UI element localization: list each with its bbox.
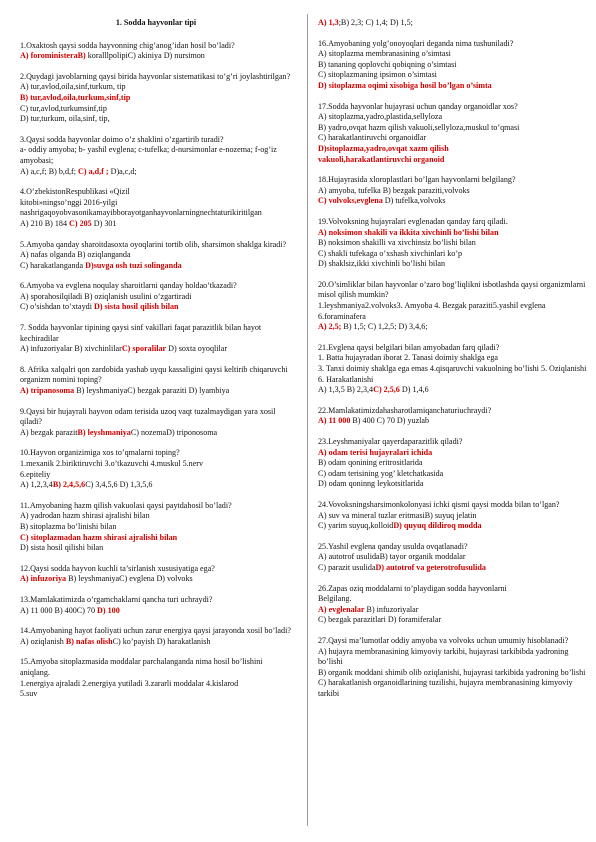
question-text: 20.O’simliklar bilan hayvonlar o’zaro bog’liqlikni isbotlashda qaysi organizmlarni misol qilish mumkin?: [318, 279, 586, 300]
answer-option: 1.energiya ajraladi 2.energiya yutiladi 3.zararli moddalar 4.kislarod: [20, 678, 239, 688]
correct-answer: C) 2,5,6: [373, 385, 400, 395]
answer-text: C) nozemaD) triponosoma: [130, 427, 218, 437]
answer-text: D) soxta oyoqlilar: [166, 344, 228, 354]
question-block: [20, 626, 292, 647]
question-block: [20, 135, 292, 177]
answer-text: A) 210 B) 184: [20, 218, 70, 228]
answer-text: A) 1,2,3,4: [20, 480, 53, 490]
question-block: [318, 175, 590, 207]
question-block: [20, 240, 292, 272]
column-divider: [307, 14, 308, 826]
answer-option: A) noksimon shakili va ikkita xivchinli bo’lishi bilan: [318, 227, 499, 237]
answer-text: A) bezgak parazit: [20, 427, 78, 437]
answer-option: vakuoli,harakatlantiruvchi organoid: [318, 154, 445, 164]
correct-answer: D) sista hosil qilish bilan: [93, 302, 179, 312]
answer-option: [20, 167, 292, 178]
answer-option: C) harakatlantiruvchi organoidlar: [318, 133, 427, 143]
answer-text: B) leyshmaniyaC) evglena D) volvoks: [66, 574, 193, 584]
answer-option: [20, 637, 292, 648]
question-block: [318, 406, 590, 427]
answer-option: [318, 563, 590, 574]
left-question-list: [20, 41, 292, 700]
question-text: 5.Amyoba qanday sharoitdasoxta oyoqlarini tortib olib, sharsimon shaklga kiradi?: [20, 239, 287, 249]
question-text: 16.Amyobaning yolg’onoyoqlari deganda nima tushuniladi?: [318, 38, 514, 48]
answer-option: [318, 605, 590, 616]
question-text: 9.Qaysi bir hujayrali hayvon odam terisida uzoq vaqt tuzalmaydigan yara xosil qiladi?: [20, 406, 276, 427]
question-block: [20, 72, 292, 125]
question-block: [318, 500, 590, 532]
answer-text: C) 3,4,5,6 D) 1,3,5,6: [85, 480, 153, 490]
correct-answer: A) 1,3: [318, 18, 339, 27]
answer-option: [20, 606, 292, 617]
answer-option: B) tur,avlod,oila,turkum,sinf,tip: [20, 92, 131, 102]
answer-text: C) o’sishdan to’xtaydi: [20, 302, 94, 312]
answer-option: A) sitoplazma membranasining o’simtasi: [318, 49, 451, 59]
answer-option: C) sitoplazmadan hazm shirasi ajralishi bilan: [20, 532, 178, 542]
answer-option: [318, 416, 590, 427]
question-block: [318, 343, 590, 396]
answer-option: D)sitoplazma,yadro,ovqat xazm qilish: [318, 143, 449, 153]
answer-option: A) suv va mineral tuzlar eritmasiB) suyuq jelatin: [318, 510, 477, 520]
answer-text: C) ko’payish D) harakatlanish: [112, 636, 211, 646]
question-text: 22.Mamlakatimizdahasharotlarniqanchaturiuchraydi?: [318, 405, 492, 415]
answer-option: [20, 219, 292, 230]
question-block: [318, 636, 590, 700]
answer-option: A) odam terisi hujayralari ichida: [318, 447, 433, 457]
question-text: 14.Amyobaning hayot faoliyati uchun zarur energiya qaysi jarayonda xosil bo’ladi?: [20, 626, 291, 636]
question-block: [20, 564, 292, 585]
answer-option: a- oddiy amyoba; b- yashil evglena; c-tufelka; d-nursimonlar e-nozema; f-og’iz amyobasi;: [20, 145, 277, 165]
question-text: 8. Afrika xalqalri qon zardobida yashab uyqu kassaligini qaysi keltirib chiqaruvchi organizm nomini toping?: [20, 364, 288, 385]
answer-option: D) sista hosil qilishi bilan: [20, 543, 104, 553]
answer-text: C) parazit usulida: [318, 562, 376, 572]
answer-text: D) 1,4,6: [399, 385, 429, 395]
question-block: [318, 542, 590, 574]
answer-option: C) harakatlanish organoidlarining tuzilishi, hujayra membranasining kimyoviy tarkibi: [318, 678, 573, 698]
answer-option: A) tur,avlod,oila,sinf,turkum, tip: [20, 82, 126, 92]
answer-option: C) tur,avlod,turkumsinf,tip: [20, 103, 107, 113]
answer-text: B) 1,5; C) 1,2,5; D) 3,4,6;: [341, 322, 428, 332]
answer-option: B) organik moddani shimib olib oziqlanishi, hujayrasi tarkibida yadroning bo’lishi: [318, 667, 586, 677]
answer-text: B) 400 C) 70 D) yuzlab: [350, 416, 430, 426]
answer-option: A) yadrodan hazm shirasi ajralishi bilan: [20, 511, 150, 521]
answer-option: [20, 428, 292, 439]
answer-text: C) yarim suyuq,kolloid: [318, 521, 394, 531]
answer-option: D) odam qoninng leykotsitlarida: [318, 479, 424, 489]
question-text: 10.Hayvon organizimiga xos to’qmalarni toping?: [20, 448, 180, 458]
answer-option: C) odam terisining yog’ kletchatkasida: [318, 468, 444, 478]
answer-text: B) leyshmaniyaC) bezgak paraziti D) lyambiya: [74, 386, 230, 396]
answer-text: A) 1,3,5 B) 2,3,4: [318, 385, 374, 395]
correct-answer: A) tripanosoma: [20, 386, 75, 396]
question-text: 1.Oxaktosh qaysi sodda hayvonning chig’anog’idan hosil bo’ladi?: [20, 40, 235, 50]
answer-option: [20, 344, 292, 355]
answer-option: [318, 385, 590, 396]
answer-option: 3. Tanxi doimiy shaklga ega emas 4.qisqaruvchi vakuolning bo’lishi 5. Oziqlanishi 6. Harakatlanishi: [318, 364, 587, 384]
question-block: [318, 39, 590, 92]
page-title: 1. Sodda hayvonlar tipi: [115, 18, 197, 27]
question-text: 18.Hujayrasida xloroplastlari bo’lgan hayvonlarni belgilang?: [318, 175, 516, 185]
answer-text: D) tufelka,volvoks: [382, 196, 446, 206]
answer-option: A) sitoplazma,yadro,plastida,sellyloza: [318, 112, 443, 122]
correct-answer: A) evglenalar: [318, 604, 365, 614]
correct-answer: C) a,d,f ;: [78, 166, 109, 176]
correct-answer: D) autotrof va geterotrofusulida: [375, 562, 486, 572]
correct-answer: D)suvga osh tuzi solinganda: [85, 260, 182, 270]
question-text: 19.Volvoksning hujayralari evglenadan qanday farq qiladi.: [318, 216, 508, 226]
answer-option: C) shakli tufekaga o’xshash xivchinlari ko’p: [318, 248, 463, 258]
question-block: [20, 595, 292, 616]
question-text: 3.Qaysi sodda hayvonlar doimo o’z shaklini o’zgartirib turadi?: [20, 134, 224, 144]
answer-text: A) oziqlanish: [20, 636, 66, 646]
question-block: [20, 448, 292, 490]
answer-option: 5.suv: [20, 689, 38, 699]
question-text: 6.Amyoba va evglena noqulay sharoitlarni qanday holdao’tkazadi?: [20, 281, 237, 291]
answer-option: D) tur,turkum, oila,sinf, tip,: [20, 114, 110, 124]
answer-option: A) nafas olganda B) oziqlanganda: [20, 250, 131, 260]
answer-option: [318, 521, 590, 532]
answer-option: B) odam qonining eritrositlarida: [318, 458, 423, 468]
correct-answer: D) 100: [97, 605, 120, 615]
answer-option: 1.mexanik 2.biriktiruvchi 3.o’tkazuvchi 4.muskul 5.nerv: [20, 459, 204, 468]
answer-text: ;B) 2,3; C) 1,4; D) 1,5;: [338, 18, 413, 27]
answer-option: A) autotrof usulidaB) tayor organik moddalar: [318, 552, 466, 562]
question-text: 2.Quydagi javoblarning qaysi birida hayvonlar sistematikasi to’g’ri joylashtirilgan?: [20, 71, 291, 81]
answer-option: A) hujayra membranasining kimyoviy tarkibi, hujayrasi tarkibibda yadroning bo’lishi: [318, 646, 569, 667]
answer-text: A) 11 000 B) 400C) 70: [20, 605, 98, 615]
question-text: 17.Sodda hayvonlar hujayrasi uchun qanday organoidlar xos?: [318, 101, 518, 111]
question-block: [318, 437, 590, 490]
correct-answer: C) sporalilar: [121, 344, 167, 354]
correct-answer: C) volvoks,evglena: [318, 196, 383, 206]
question-text: 11.Amyobaning hazm qilish vakuolasi qaysi paytdahosil bo’ladi?: [20, 500, 232, 510]
answer-option: [20, 302, 292, 313]
answer-option: B) sitoplazma bo’linishi bilan: [20, 521, 117, 531]
answer-option: [318, 196, 590, 207]
answer-text: C) harakatlanganda: [20, 260, 86, 270]
correct-answer: B) leyshmaniya: [77, 427, 131, 437]
question-text: [318, 18, 590, 29]
answer-option: B) yadro,ovqat hazm qilish vakuoli,sellyloza,muskul to’qmasi: [318, 122, 520, 132]
answer-option: A) amyoba, tufelka B) bezgak paraziti,volvoks: [318, 185, 470, 195]
answer-option: [20, 480, 292, 491]
question-text: 27.Qaysi ma’lumotlar oddiy amyoba va volvoks uchun umumiy hisoblanadi?: [318, 635, 569, 645]
question-text: 4.O’zbekistonRespublikasi «Qizil: [20, 187, 130, 197]
answer-option: A) sporahosilqiladi B) oziqlanish usulini o’zgartiradi: [20, 291, 192, 301]
answer-text: D) 301: [91, 218, 117, 228]
question-text: 13.Mamlakatimizda o’rgamchaklarni qancha turi uchraydi?: [20, 594, 213, 604]
question-text: 23.Leyshmaniyalar qayerdaparazitlik qiladi?: [318, 437, 463, 446]
answer-text: D)a,c,d;: [108, 166, 137, 176]
correct-answer: B) 2,4,5,6: [52, 480, 86, 490]
left-column: [20, 18, 292, 710]
answer-option: Belgilang.: [318, 594, 352, 604]
question-block: [318, 280, 590, 333]
answer-option: D) sitoplazma oqimi xisobiga hosil bo’lgan o’simta: [318, 80, 492, 90]
question-block: [20, 407, 292, 439]
correct-answer: A) foroministeraB): [20, 51, 88, 61]
question-text: 21.Evglena qaysi belgilari bilan amyobadan farq qiladi?: [318, 342, 500, 352]
answer-option: C) sitoplazmaning ipsimon o’simtasi: [318, 70, 437, 80]
question-text: 7. Sodda hayvonlar tipining qaysi sinf vakillari faqat parazitlik bilan hayot kechiradilar: [20, 323, 262, 343]
question-block: [20, 41, 292, 62]
right-question-list: [318, 18, 590, 699]
correct-answer: A) infuzoriya: [20, 574, 67, 584]
correct-answer: A) 2,5;: [318, 322, 342, 332]
answer-option: 1.leyshmaniya2.volvoks3. Amyoba 4. Bezgak paraziti5.yashil evglena 6.foraminafera: [318, 301, 546, 321]
question-text: 12.Qaysi sodda hayvon kuchli ta’sirlanish xususiyatiga ega?: [20, 563, 215, 573]
correct-answer: A) 11 000: [318, 416, 351, 426]
question-text: 25.Yashil evglena qanday usulda ovqatlanadi?: [318, 541, 468, 551]
question-block: [318, 18, 590, 29]
question-block: [20, 323, 292, 355]
answer-text: koralllpolipiC) akiniya D) nursimon: [87, 51, 205, 61]
answer-text: A) a,c,f; B) b,d,f;: [20, 166, 78, 176]
answer-text: A) infuzoriyalar B) xivchinlilar: [20, 344, 122, 354]
answer-option: [318, 322, 590, 333]
answer-option: B) noksimon shakilli va xivchinsiz bo’lishi bilan: [318, 238, 476, 248]
question-text: 15.Amyoba sitoplazmasida moddalar parchalanganda nima hosil bo’lishini aniqlang.: [20, 657, 263, 677]
correct-answer: C) 205: [69, 218, 92, 228]
question-block: [318, 102, 590, 166]
answer-option: [20, 574, 292, 585]
question-block: [20, 281, 292, 313]
answer-option: nashrigaqoyobvasonikamayibborayotganhayvonlarningnechtaturikiritilgan: [20, 208, 262, 218]
question-block: [318, 584, 590, 626]
question-block: [318, 217, 590, 270]
correct-answer: B) nafas olish: [65, 636, 113, 646]
answer-option: [20, 261, 292, 272]
answer-text: B) infuzoriyalar: [364, 604, 419, 614]
question-block: [20, 187, 292, 229]
answer-option: kitobi»ningso’nggi 2016-yilgi: [20, 197, 118, 207]
answer-option: D) shaklsiz,ikki xivchinli bo’lishi bilan: [318, 259, 446, 269]
question-text: 26.Zapas oziq moddalarni to’playdigan sodda hayvonlarni: [318, 583, 507, 593]
question-block: [20, 365, 292, 397]
question-text: 24.Vovoksningsharsimonkolonyasi ichki qismi qaysi modda bilan to’lgan?: [318, 499, 560, 509]
answer-option: [20, 386, 292, 397]
right-column: [318, 18, 590, 709]
answer-option: [20, 51, 292, 62]
question-block: [20, 657, 292, 699]
answer-option: 1. Batta hujayradan iborat 2. Tanasi doimiy shaklga ega: [318, 353, 498, 363]
answer-option: 6.epiteliy: [20, 469, 51, 479]
answer-option: B) tananing qoplovchi qobiqning o’simtasi: [318, 59, 457, 69]
answer-option: C) bezgak parazitlari D) foramiferalar: [318, 615, 442, 625]
question-block: [20, 501, 292, 554]
correct-answer: D) quyuq dildiroq modda: [393, 521, 482, 531]
